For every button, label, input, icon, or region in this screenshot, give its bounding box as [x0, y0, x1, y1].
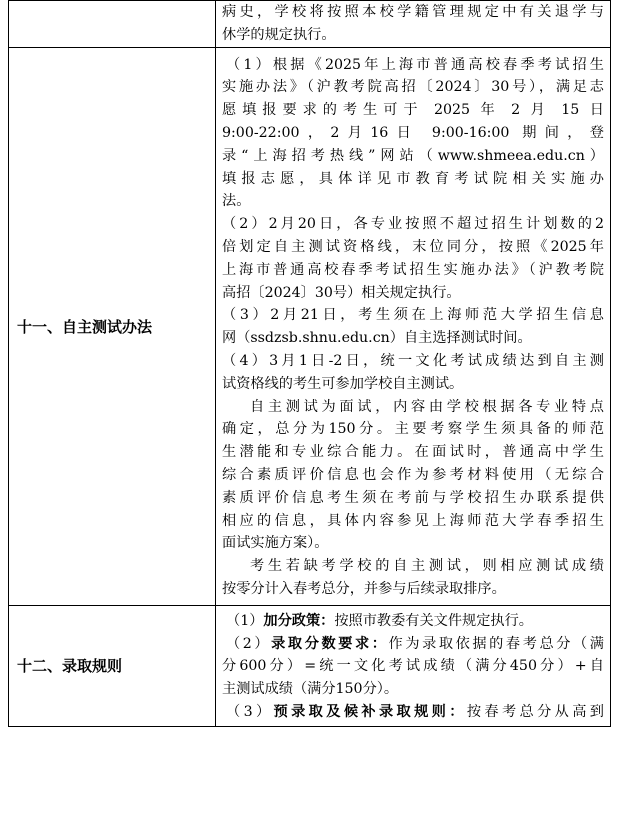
text-line: 网（ssdzsb.shnu.edu.cn）自主选择测试时间。 [222, 330, 532, 347]
text-line: 病史，学校将按照本校学籍管理规定中有关退学与 [222, 4, 604, 20]
rule-item-3 [222, 701, 604, 724]
text-line: 倍划定自主测试资格线，末位同分，按照《2025年 [222, 238, 604, 255]
text-line: 素质评价信息考生须在考前与学校招生办联系提供 [222, 489, 604, 506]
text-line: 填报志愿，具体详见市教育考试院相关实施办 [222, 170, 604, 187]
text-line: 生潜能和专业综合能力。在面试时，普通高中学生 [222, 444, 604, 461]
text-line: 法。 [222, 193, 251, 210]
rule-item-1 [222, 610, 604, 633]
text-line: 愿填报要求的考生可于 2025 年 2 月 15 日 [222, 102, 604, 119]
text-line: 综合素质评价信息也会作为参考材料使用（无综合 [222, 466, 604, 483]
item-heading: 预录取及候补录取规则： [273, 703, 467, 720]
paragraph-4 [222, 350, 604, 396]
item-prefix: （1） [226, 612, 264, 629]
text-line [222, 701, 604, 724]
row-content-admission-rules [216, 605, 611, 726]
paragraph-6 [222, 555, 604, 601]
text-line: 试资格线的考生可参加学校自主测试。 [222, 375, 464, 392]
row-content-self-test [216, 47, 611, 605]
text-line: 9:00-22:00，2月16日 9:00-16:00 期间，登 [222, 124, 604, 141]
rule-item-2 [222, 633, 604, 701]
text-line: （3）2月21日，考生须在上海师范大学招生信息 [222, 307, 604, 324]
text-line: 面试实施方案）。 [222, 535, 329, 552]
text-line: 按零分计入春考总分，并参与后续录取排序。 [222, 580, 506, 597]
item-text: 按照市教委有关文件规定执行。 [334, 612, 533, 629]
text-line: 录“上海招考热线”网站（www.shmeea.edu.cn） [222, 147, 604, 164]
row-label-admission-rules: 十二、录取规则 [9, 605, 216, 726]
text-line: 考生若缺考学校的自主测试，则相应测试成绩 [250, 558, 604, 575]
table-row-admission-rules [9, 605, 611, 726]
table-row-self-test [9, 47, 611, 605]
text-line: （2）2月20日，各专业按照不超过招生计划数的2 [222, 216, 604, 233]
text-line [222, 610, 604, 633]
text-line: 休学的规定执行。 [222, 26, 336, 43]
row-label-empty [9, 1, 216, 48]
text-line: 上海市普通高校春季考试招生实施办法》（沪教考院 [222, 261, 604, 278]
text-line: （1）根据《2025年上海市普通高校春季考试招生 [226, 56, 604, 73]
row-label-self-test: 十一、自主测试办法 [9, 47, 216, 605]
item-heading: 录取分数要求： [271, 635, 389, 652]
paragraph-2 [222, 213, 604, 304]
text-line [222, 633, 604, 656]
text-line: 高招〔2024〕30号）相关规定执行。 [222, 284, 461, 301]
item-text: 按春考总分从高到 [466, 703, 604, 720]
row-content-continuation [216, 1, 611, 48]
item-prefix: （3） [226, 703, 274, 720]
text-line: 相应的信息，具体内容参见上海师范大学春季招生 [222, 512, 604, 529]
table-row-continuation [9, 1, 611, 48]
admission-document [8, 0, 611, 727]
paragraph-1 [222, 54, 604, 214]
paragraph-5 [222, 396, 604, 556]
text-line: 确定，总分为150分。主要考察学生须具备的师范 [222, 421, 604, 438]
paragraph-3 [222, 304, 604, 350]
text-line: 自主测试为面试，内容由学校根据各专业特点 [250, 398, 604, 415]
text-line: 主测试成绩（满分150分）。 [222, 681, 399, 698]
item-prefix: （2） [226, 635, 272, 652]
item-heading: 加分政策： [263, 612, 335, 629]
text-line: 分600分）=统一文化考试成绩（满分450分）+自 [222, 658, 604, 675]
item-text: 作为录取依据的春考总分（满 [388, 635, 604, 652]
text-line: （4）3月1日-2日，统一文化考试成绩达到自主测 [222, 352, 604, 369]
text-line: 实施办法》（沪教考院高招〔2024〕30号），满足志 [222, 79, 604, 96]
rules-table [8, 0, 611, 727]
